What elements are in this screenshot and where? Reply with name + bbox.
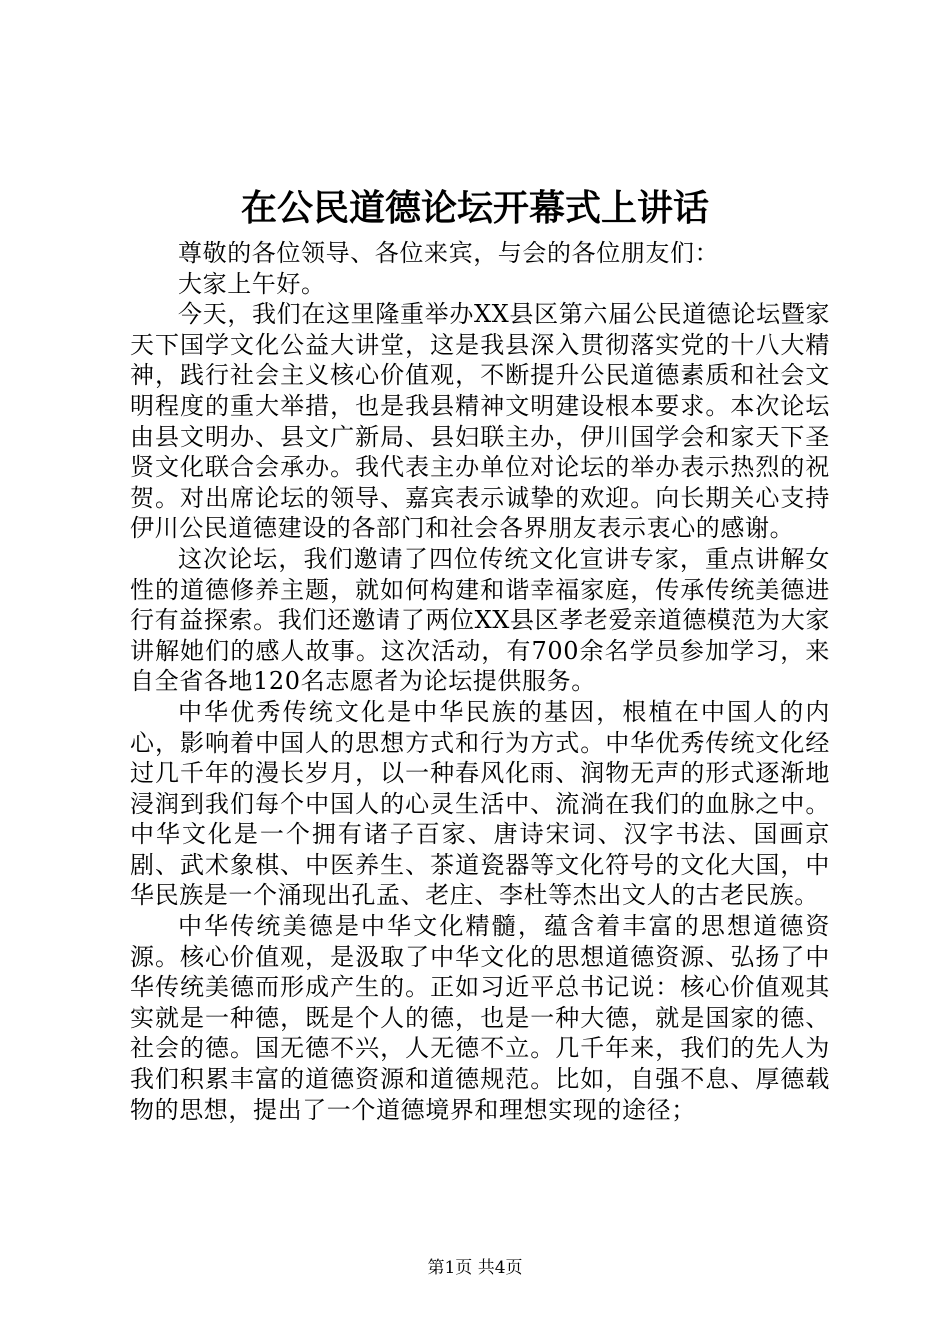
- body-paragraph: 这次论坛，我们邀请了四位传统文化宣讲专家，重点讲解女性的道德修养主题，就如何构建和谐幸福家庭，传承传统美德进行有益探索。我们还邀请了两位XX县区孝老爱亲道德模范为大家讲解她们的感人故事。这次活动，有700余名学员参加学习，来自全省各地120名志愿者为论坛提供服务。: [130, 544, 830, 696]
- body-paragraph: 今天，我们在这里隆重举办XX县区第六届公民道德论坛暨家天下国学文化公益大讲堂，这是我县深入贯彻落实党的十八大精神，践行社会主义核心价值观，不断提升公民道德素质和社会文明程度的重大举措，也是我县精神文明建设根本要求。本次论坛由县文明办、县文广新局、县妇联主办，伊川国学会和家天下圣贤文化联合会承办。我代表主办单位对论坛的举办表示热烈的祝贺。对出席论坛的领导、嘉宾表示诚挚的欢迎。向长期关心支持伊川公民道德建设的各部门和社会各界朋友表示衷心的感谢。: [130, 300, 830, 543]
- body-paragraph: 中华传统美德是中华文化精髓，蕴含着丰富的思想道德资源。核心价值观，是汲取了中华文化的思想道德资源、弘扬了中华传统美德而形成产生的。正如习近平总书记说：核心价值观其实就是一种德，既是个人的德，也是一种大德，就是国家的德、社会的德。国无德不兴，人无德不立。几千年来，我们的先人为我们积累丰富的道德资源和道德规范。比如，自强不息、厚德载物的思想，提出了一个道德境界和理想实现的途径；: [130, 912, 830, 1124]
- greeting-paragraph: 大家上午好。: [178, 269, 326, 298]
- salutation-paragraph: 尊敬的各位领导、各位来宾，与会的各位朋友们：: [178, 239, 720, 267]
- document-body: [130, 238, 830, 1125]
- document-title: 在公民道德论坛开幕式上讲话: [240, 187, 709, 229]
- page-footer: 第1页 共4页: [427, 1258, 523, 1278]
- body-paragraph: 中华优秀传统文化是中华民族的基因，根植在中国人的内心，影响着中国人的思想方式和行为方式。中华优秀传统文化经过几千年的漫长岁月，以一种春风化雨、润物无声的形式逐渐地浸润到我们每个中国人的心灵生活中、流淌在我们的血脉之中。中华文化是一个拥有诸子百家、唐诗宋词、汉字书法、国画京剧、武术象棋、中医养生、茶道瓷器等文化符号的文化大国，中华民族是一个涌现出孔孟、老庄、李杜等杰出文人的古老民族。: [130, 697, 830, 910]
